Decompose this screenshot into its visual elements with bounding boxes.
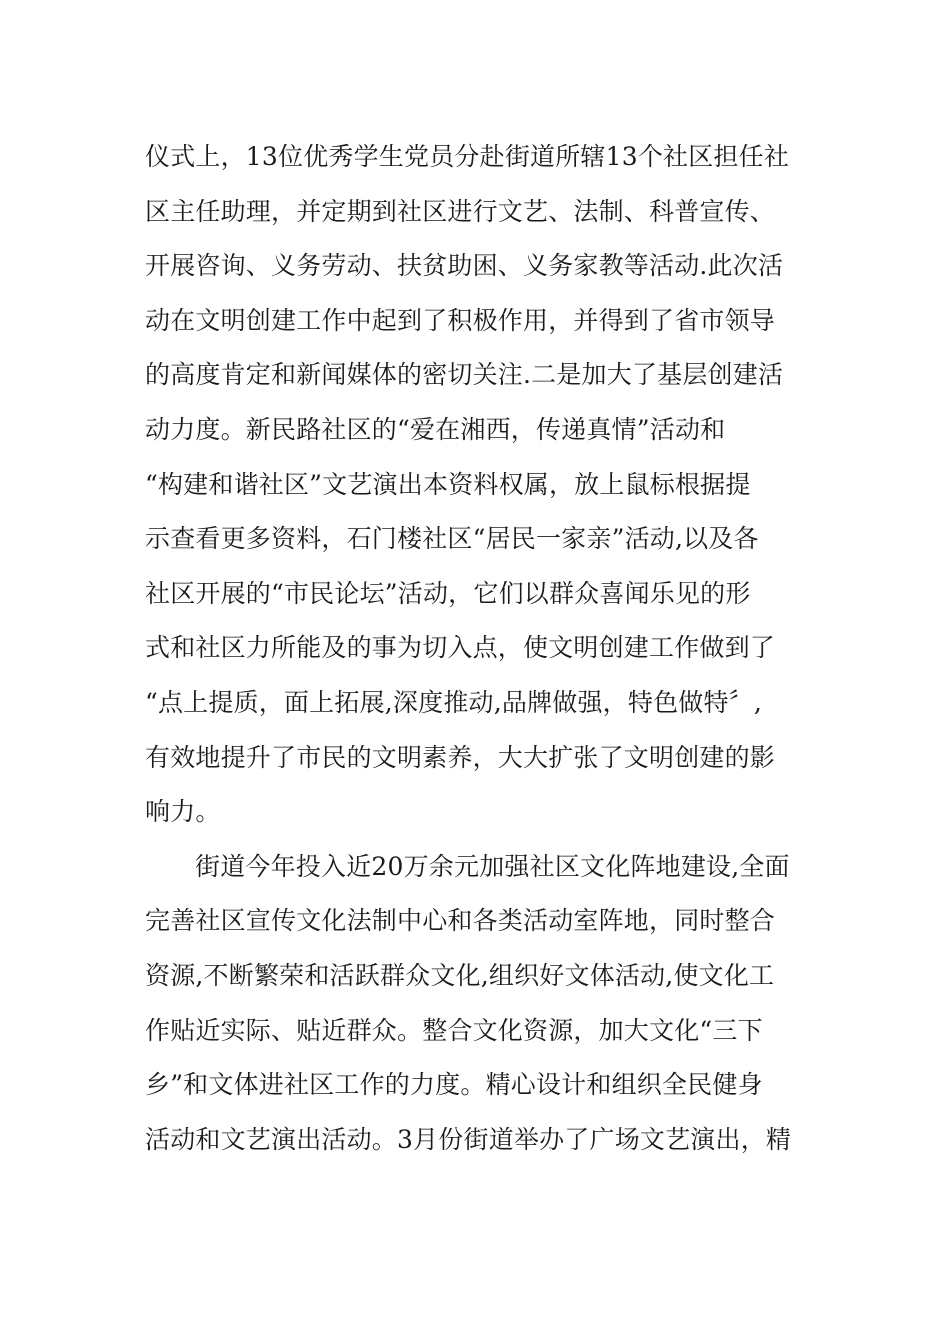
text-line: “构建和谐社区”文艺演出本资料权属，放上鼠标根据提 xyxy=(145,469,751,499)
text-line: 开展咨询、义务劳动、扶贫助困、义务家教等活动.此次活 xyxy=(145,251,784,281)
paragraph-first-line: 街道今年投入近20万余元加强社区文化阵地建设,全面 xyxy=(195,851,790,881)
text-line: 资源,不断繁荣和活跃群众文化,组织好文体活动,使文化工 xyxy=(145,960,775,990)
text-line: 活动和文艺演出活动。3月份街道举办了广场文艺演出，精 xyxy=(145,1124,792,1154)
text-line: 有效地提升了市民的文明素养，大大扩张了文明创建的影 xyxy=(145,742,776,772)
text-line: 动力度。新民路社区的“爱在湘西，传递真情”活动和 xyxy=(145,414,726,444)
document-body xyxy=(145,130,810,1167)
text-line: 区主任助理，并定期到社区进行文艺、法制、科普宣传、 xyxy=(145,196,776,226)
text-line: 乡”和文体进社区工作的力度。精心设计和组织全民健身 xyxy=(145,1070,763,1100)
text-line: 示查看更多资料，石门楼社区“居民一家亲”活动,以及各 xyxy=(145,524,759,554)
text-line: 动在文明创建工作中起到了积极作用，并得到了省市领导 xyxy=(145,305,776,335)
text-line: 的高度肯定和新闻媒体的密切关注.二是加大了基层创建活 xyxy=(145,360,784,390)
text-line: 式和社区力所能及的事为切入点，使文明创建工作做到了 xyxy=(145,633,776,663)
text-line: “点上提质，面上拓展,深度推动,品牌做强，特色做特〞, xyxy=(145,687,763,717)
text-line: 作贴近实际、贴近群众。整合文化资源，加大文化“三下 xyxy=(145,1015,763,1045)
text-line: 响力。 xyxy=(145,797,221,827)
text-line: 仪式上，13位优秀学生党员分赴街道所辖13个社区担任社 xyxy=(145,142,790,171)
text-line: 完善社区宣传文化法制中心和各类活动室阵地，同时整合 xyxy=(145,906,776,936)
text-line: 社区开展的“市民论坛”活动，它们以群众喜闻乐见的形 xyxy=(145,578,751,608)
